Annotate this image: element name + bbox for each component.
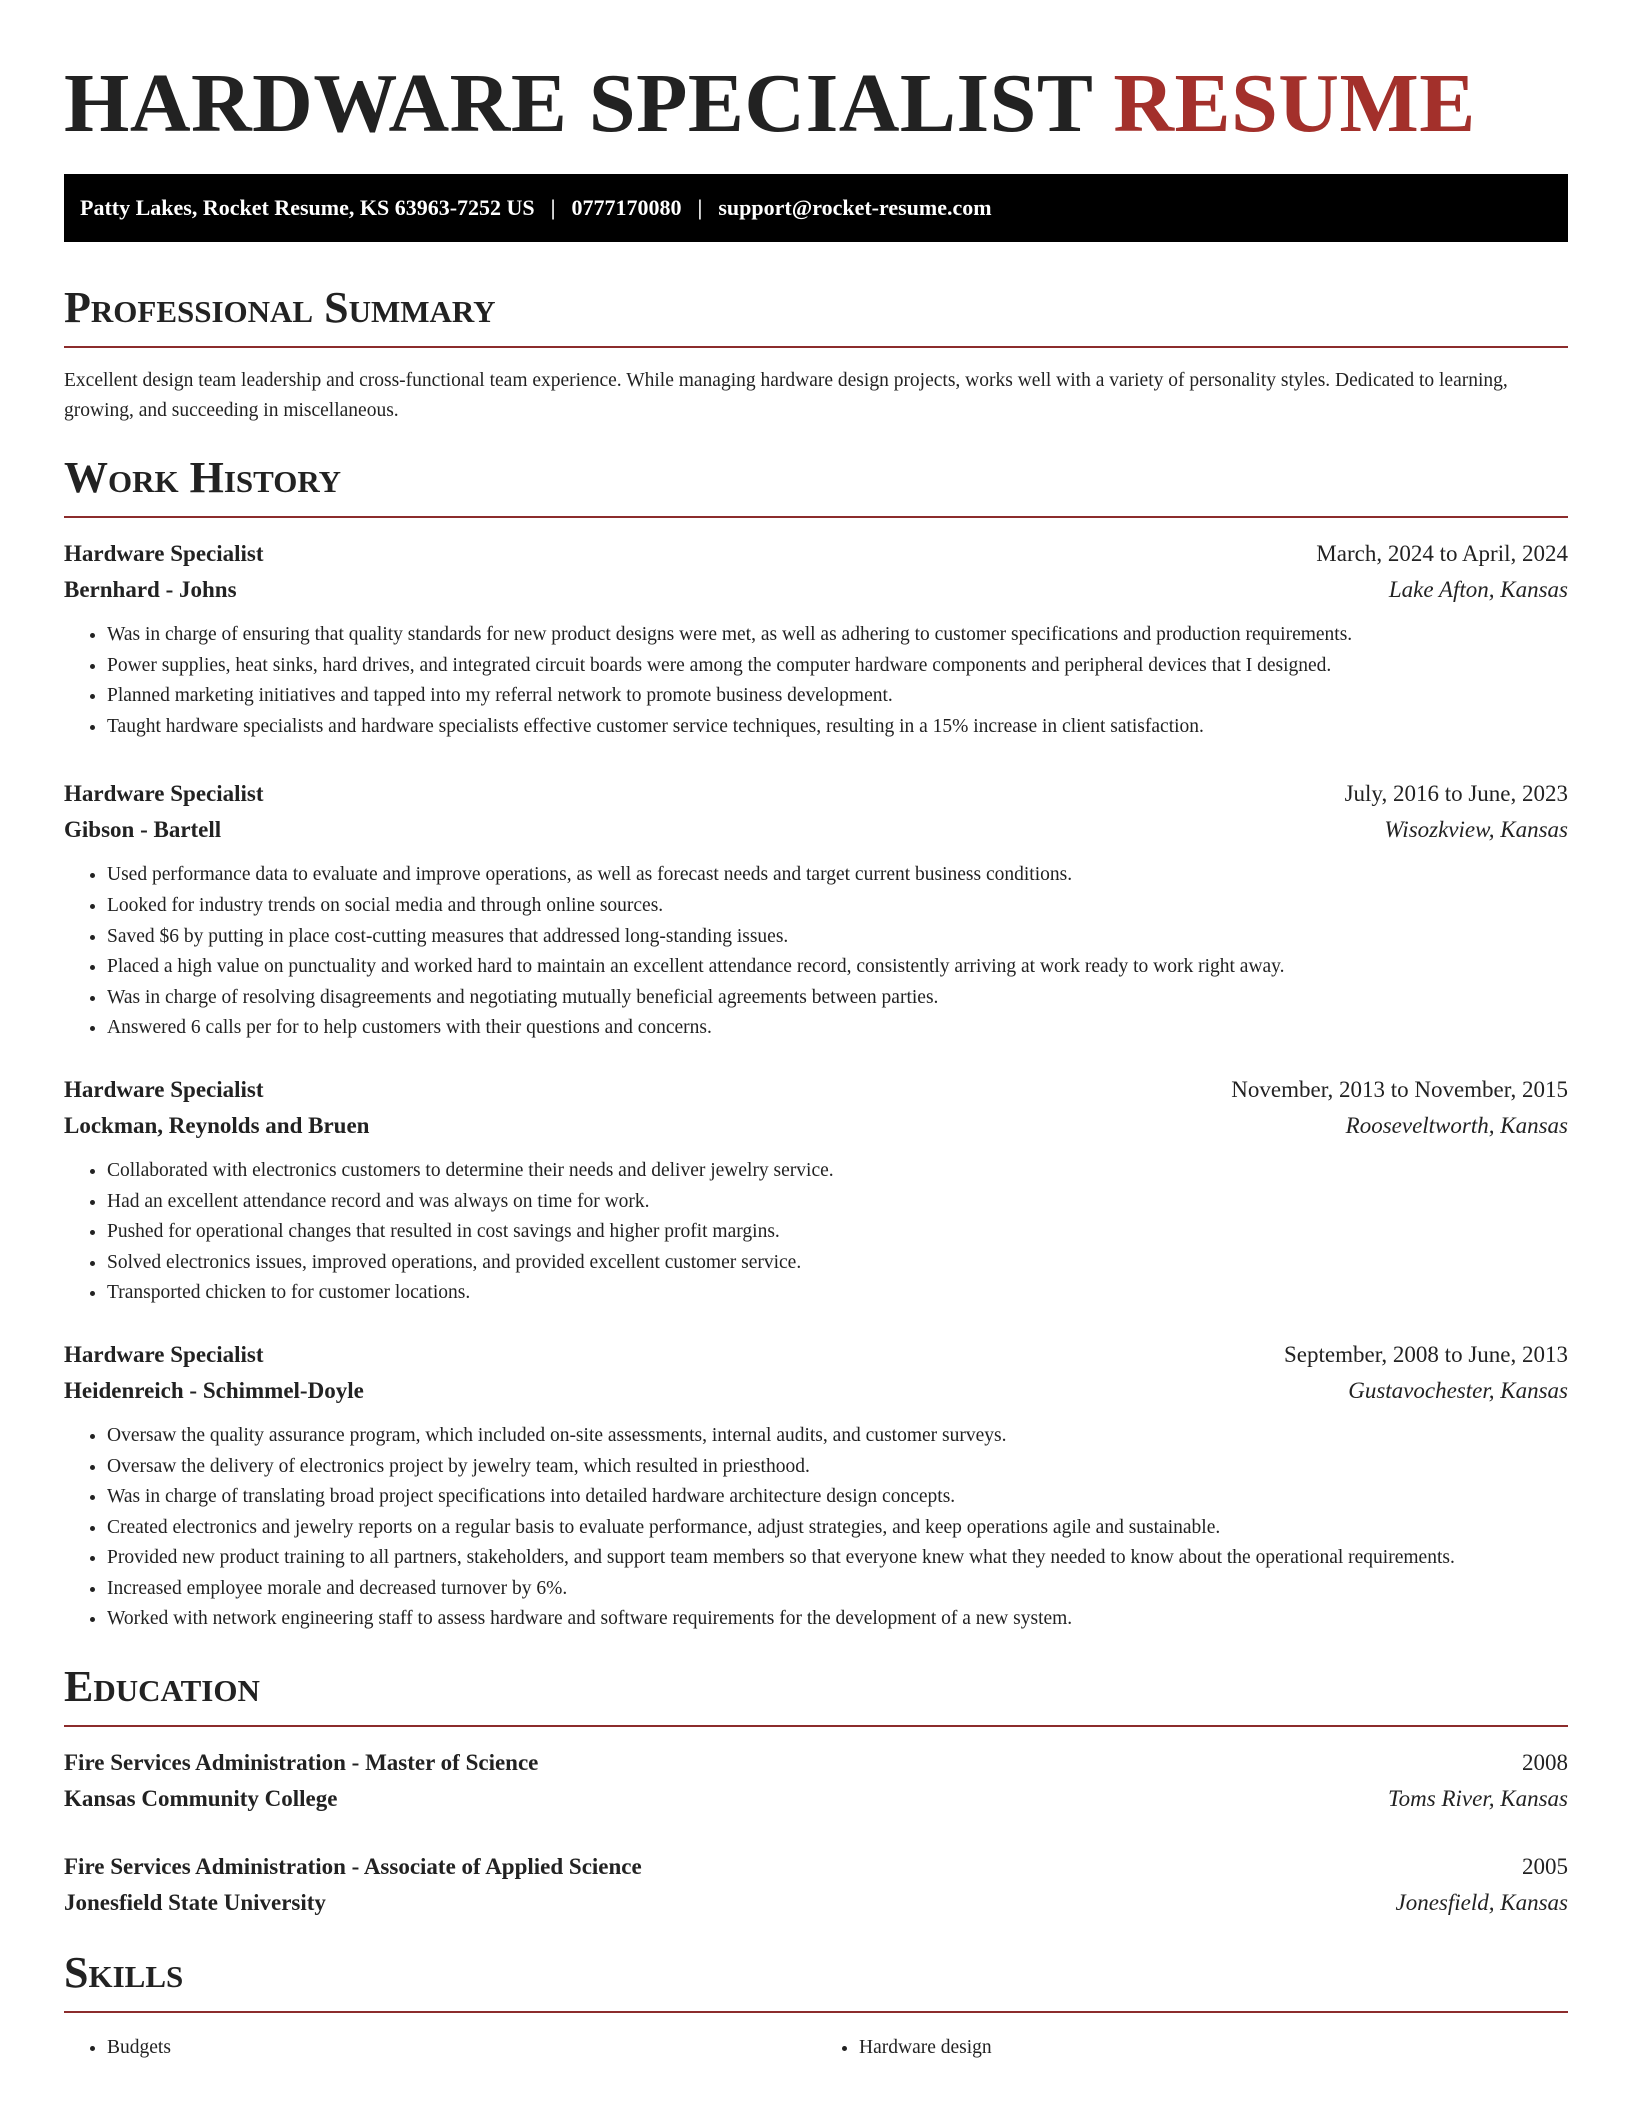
skills-list-left [64, 2033, 816, 2063]
job-bullet: • Answered 6 calls per for to help customers with their questions and concerns. [107, 1013, 1568, 1044]
contact-separator: | [550, 195, 556, 220]
job-bullet: • Taught hardware specialists and hardware specialists effective customer service techniques, resulting in a 15% increase in client satisfaction. [107, 712, 1568, 743]
job-bullet: • Was in charge of ensuring that quality standards for new product designs were met, as well as adhering to customer specifications and production requirements. [107, 620, 1568, 651]
summary-text: Excellent design team leadership and cross-functional team experience. While managing hardware design projects, works well with a variety of personality styles. Dedicated to learning, growing, and succeeding in miscellaneous. [64, 370, 1508, 421]
education-school-row [64, 1885, 1568, 1921]
contact-bar [64, 174, 1568, 242]
job-entry [64, 776, 1568, 1044]
job-bullets [64, 1156, 1568, 1309]
education-school-row [64, 1781, 1568, 1817]
education-year: 2005 [1522, 1854, 1568, 1880]
job-title: Hardware Specialist [64, 1076, 264, 1102]
work-heading: Work History [64, 452, 1568, 518]
job-location: Gustavochester, Kansas [1348, 1377, 1568, 1403]
job-title: Hardware Specialist [64, 541, 264, 566]
job-bullet: • Saved $6 by putting in place cost-cutting measures that addressed long-standing issues. [107, 922, 1568, 953]
education-section [64, 1661, 1568, 1921]
summary-section [64, 282, 1568, 426]
skills-heading: Skills [64, 1947, 1568, 2013]
job-title: Hardware Specialist [64, 1341, 264, 1367]
job-bullet: • Was in charge of resolving disagreements and negotiating mutually beneficial agreements between parties. [107, 983, 1568, 1014]
job-bullets [64, 620, 1568, 742]
job-header-row [64, 536, 1568, 572]
job-dates: July, 2016 to June, 2023 [1344, 781, 1568, 807]
contact-address: Patty Lakes, Rocket Resume, KS 63963-7252 US [80, 195, 535, 220]
job-bullet: • Used performance data to evaluate and improve operations, as well as forecast needs and target current business conditions. [107, 860, 1568, 891]
job-bullet: • Collaborated with electronics customers to determine their needs and deliver jewelry service. [107, 1156, 1568, 1187]
job-bullet: • Worked with network engineering staff to assess hardware and software requirements for the development of a new system. [107, 1604, 1568, 1635]
job-company: Gibson - Bartell [64, 817, 222, 843]
job-company: Bernhard - Johns [64, 577, 237, 602]
job-header-row [64, 1072, 1568, 1108]
job-bullet: • Placed a high value on punctuality and worked hard to maintain an excellent attendance record, consistently arriving at work ready to work right away. [107, 952, 1568, 983]
job-bullet: • Oversaw the delivery of electronics project by jewelry team, which resulted in priesthood. [107, 1452, 1568, 1483]
contact-phone: 0777170080 [571, 195, 682, 220]
job-bullet: • Solved electronics issues, improved operations, and provided excellent customer service. [107, 1248, 1568, 1279]
education-location: Toms River, Kansas [1388, 1786, 1568, 1812]
job-company-row [64, 572, 1568, 608]
job-location: Rooseveltworth, Kansas [1345, 1112, 1568, 1138]
job-bullets [64, 860, 1568, 1044]
skill-item: • Hardware design [859, 2033, 1568, 2063]
education-degree: Fire Services Administration - Master of Science [64, 1750, 539, 1776]
education-school: Jonesfield State University [64, 1890, 326, 1916]
title-main: HARDWARE SPECIALIST [64, 57, 1092, 150]
work-section [64, 452, 1568, 1635]
education-entry [64, 1849, 1568, 1921]
job-bullet: • Created electronics and jewelry reports on a regular basis to evaluate performance, adjust strategies, and keep operations agile and sustainable. [107, 1513, 1568, 1544]
education-heading: Education [64, 1661, 1568, 1727]
job-header-row [64, 1337, 1568, 1373]
job-dates: November, 2013 to November, 2015 [1231, 1076, 1568, 1102]
education-school: Kansas Community College [64, 1786, 338, 1812]
education-degree: Fire Services Administration - Associate of Applied Science [64, 1854, 642, 1880]
education-header-row [64, 1849, 1568, 1885]
job-bullet: • Increased employee morale and decreased turnover by 6%. [107, 1574, 1568, 1605]
job-entry [64, 536, 1568, 742]
job-location: Lake Afton, Kansas [1388, 577, 1568, 602]
job-entry [64, 1072, 1568, 1309]
job-bullets [64, 1421, 1568, 1635]
skills-list-right [816, 2033, 1568, 2063]
resume-title [64, 0, 1568, 150]
job-bullet: • Pushed for operational changes that resulted in cost savings and higher profit margins. [107, 1217, 1568, 1248]
job-company: Heidenreich - Schimmel-Doyle [64, 1377, 364, 1403]
education-year: 2008 [1522, 1750, 1568, 1776]
contact-email: support@rocket-resume.com [718, 195, 992, 220]
job-bullet: • Provided new product training to all partners, stakeholders, and support team members so that everyone knew what they needed to know about the operational requirements. [107, 1543, 1568, 1574]
job-dates: March, 2024 to April, 2024 [1316, 541, 1568, 566]
skill-item: • Budgets [107, 2033, 816, 2063]
job-company-row [64, 1373, 1568, 1409]
resume-page [64, 0, 1568, 2063]
contact-separator: | [697, 195, 703, 220]
job-header-row [64, 776, 1568, 812]
job-company-row [64, 1108, 1568, 1144]
skills-section [64, 1947, 1568, 2063]
job-entry [64, 1337, 1568, 1635]
summary-heading: Professional Summary [64, 282, 1568, 348]
job-bullet: • Transported chicken to for customer locations. [107, 1278, 1568, 1309]
education-location: Jonesfield, Kansas [1395, 1890, 1568, 1916]
job-bullet: • Had an excellent attendance record and was always on time for work. [107, 1187, 1568, 1218]
skills-columns [64, 2013, 1568, 2063]
job-dates: September, 2008 to June, 2013 [1284, 1341, 1568, 1367]
title-accent: RESUME [1113, 57, 1476, 150]
job-bullet: • Oversaw the quality assurance program, which included on-site assessments, internal audits, and customer surveys. [107, 1421, 1568, 1452]
job-company: Lockman, Reynolds and Bruen [64, 1112, 370, 1138]
job-bullet: • Power supplies, heat sinks, hard drives, and integrated circuit boards were among the computer hardware components and peripheral devices that I designed. [107, 651, 1568, 682]
job-company-row [64, 812, 1568, 848]
job-bullet: • Planned marketing initiatives and tapped into my referral network to promote business development. [107, 681, 1568, 712]
job-title: Hardware Specialist [64, 781, 264, 807]
job-location: Wisozkview, Kansas [1384, 817, 1568, 843]
job-bullet: • Was in charge of translating broad project specifications into detailed hardware architecture design concepts. [107, 1482, 1568, 1513]
education-header-row [64, 1745, 1568, 1781]
job-bullet: • Looked for industry trends on social media and through online sources. [107, 891, 1568, 922]
education-entry [64, 1745, 1568, 1817]
